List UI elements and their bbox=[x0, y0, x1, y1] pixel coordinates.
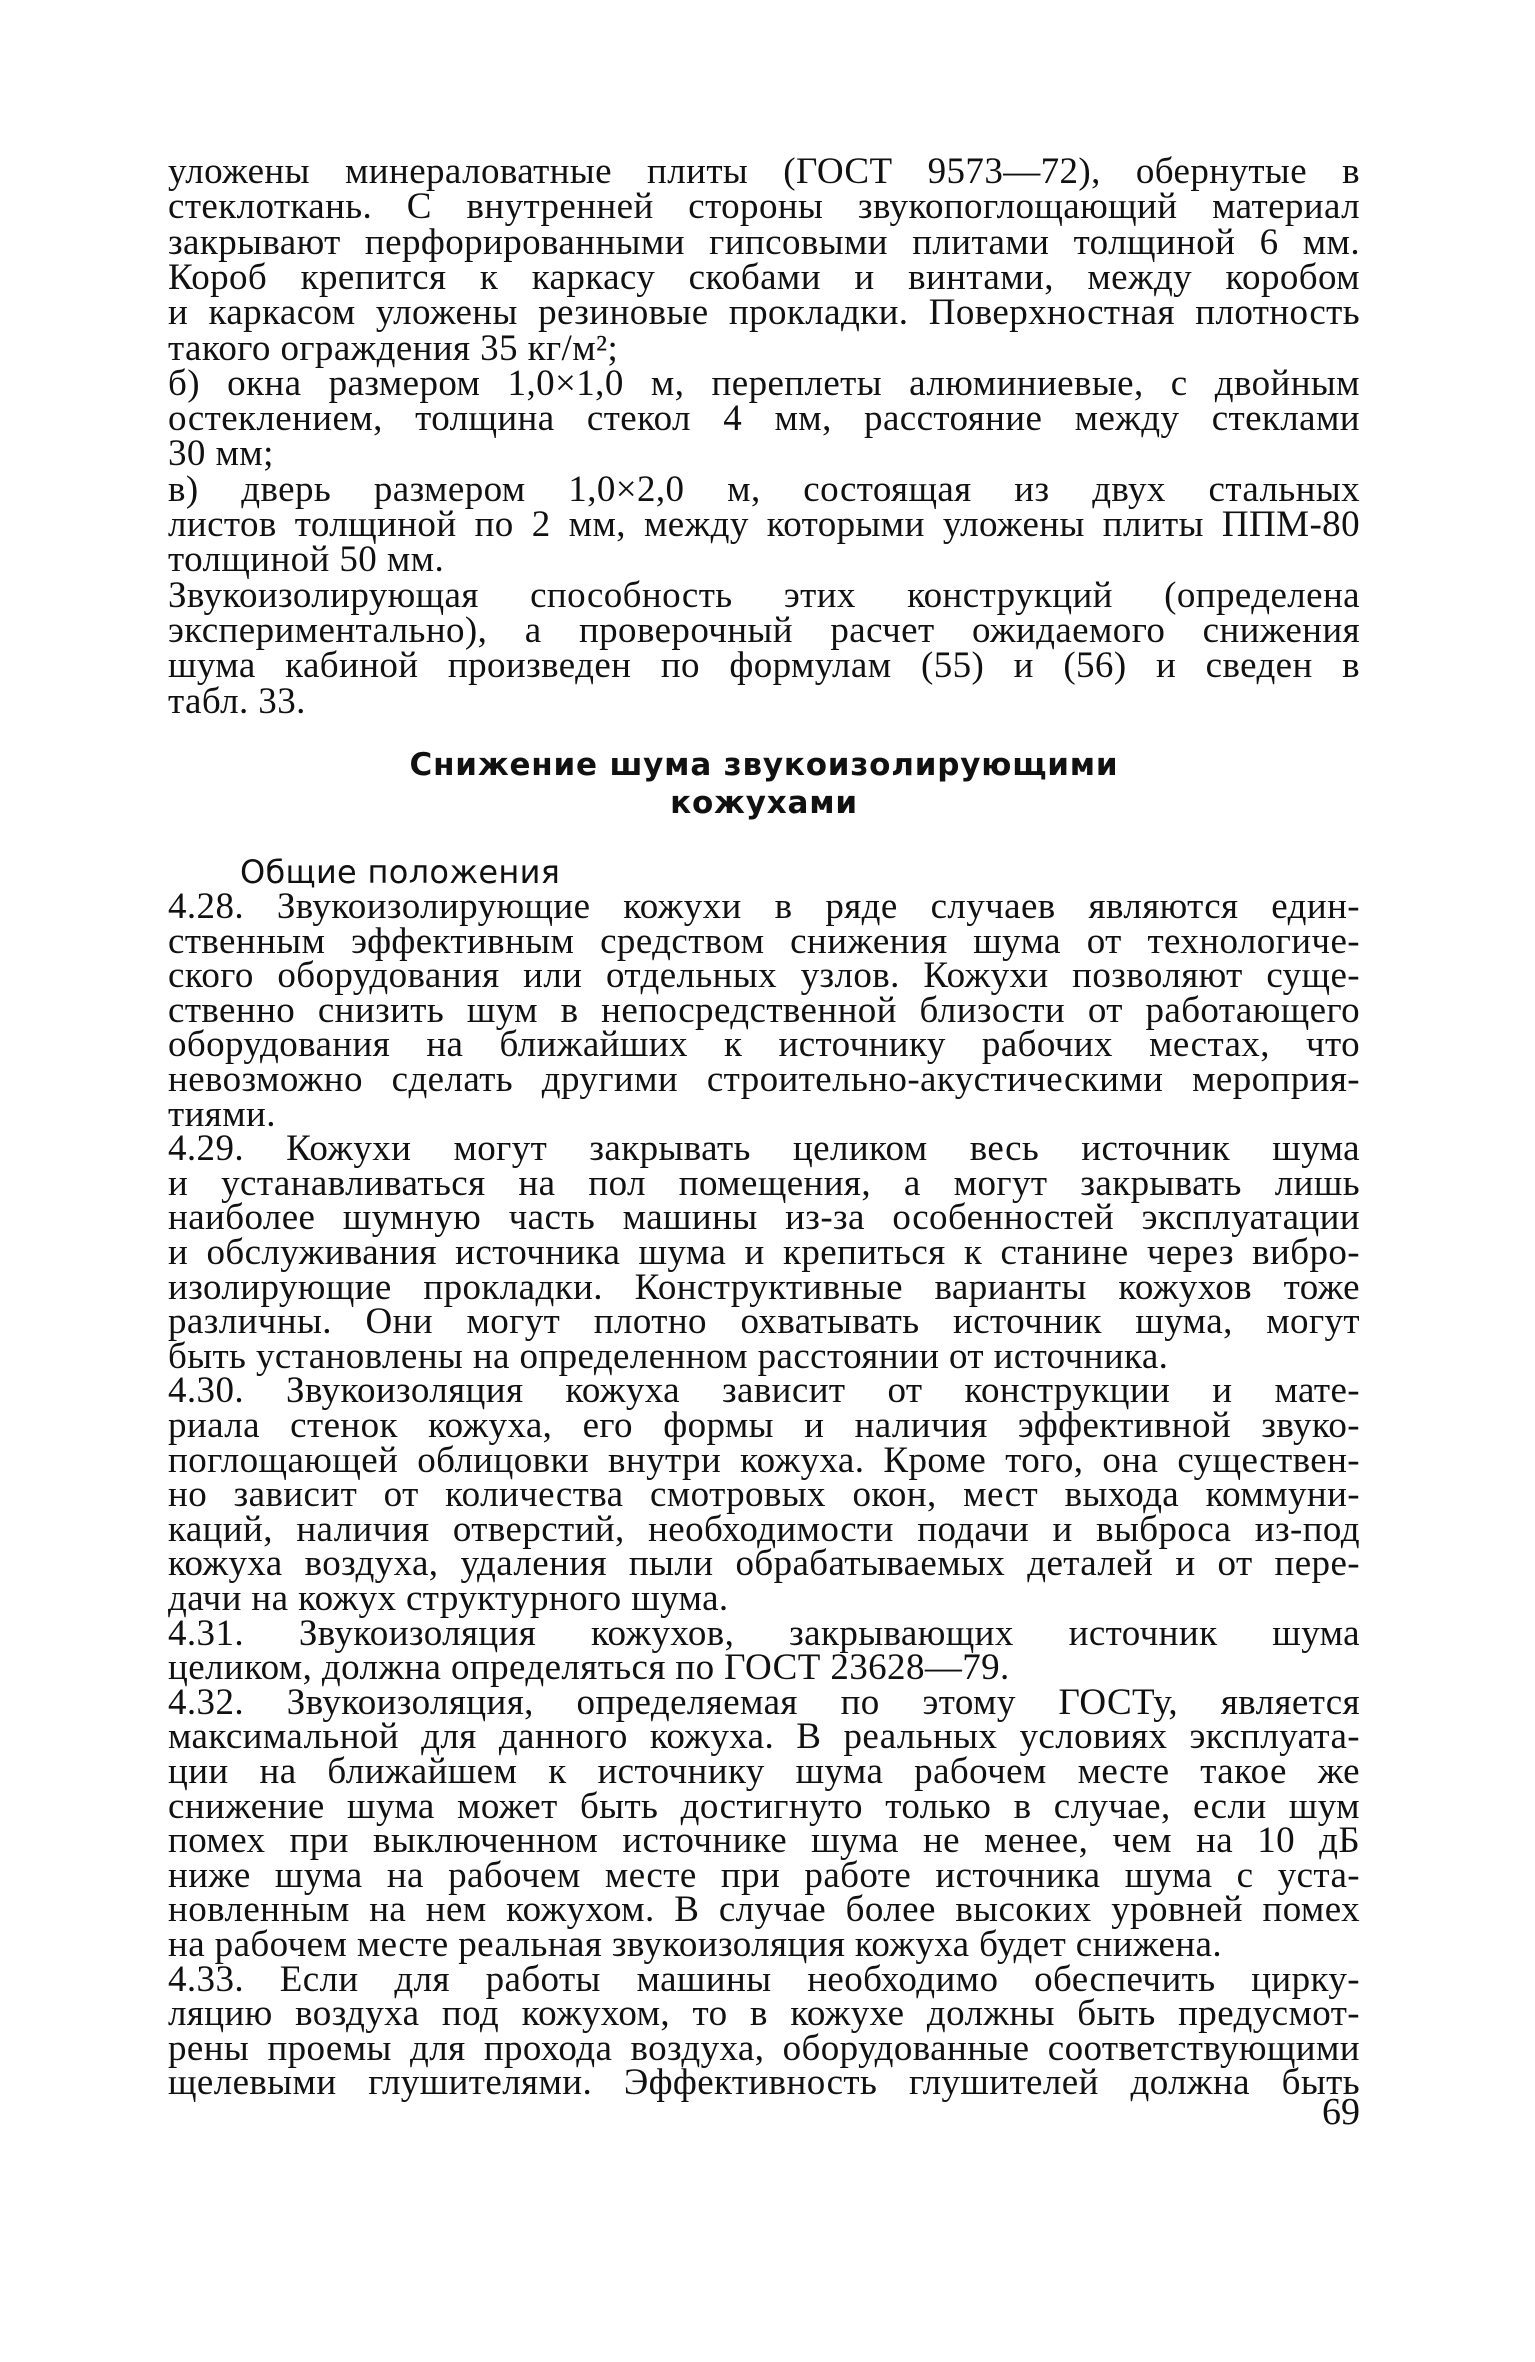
text-line: невозможно сделать другими строительно-акустическими мероприя- bbox=[168, 1059, 1360, 1100]
text-line: рены проемы для прохода воздуха, оборудованные соответствующими bbox=[168, 2027, 1360, 2069]
text-line: 4.31. Звукоизоляция кожухов, закрывающих источник шума bbox=[168, 1612, 1360, 1654]
text-line: быть установлены на определенном расстоянии от источника. bbox=[168, 1335, 1169, 1377]
text-line: ниже шума на рабочем месте при работе источника шума с уста- bbox=[168, 1854, 1360, 1896]
text-line: и устанавливаться на пол помещения, а могут закрывать лишь bbox=[168, 1162, 1360, 1204]
text-line: экспериментально), а проверочный расчет ожидаемого снижения bbox=[168, 609, 1360, 651]
text-line: помех при выключенном источнике шума не менее, чем на 10 дБ bbox=[168, 1820, 1360, 1862]
text-line: но зависит от количества смотровых окон, мест выхода коммуни- bbox=[168, 1474, 1360, 1516]
text-line: щелевыми глушителями. Эффективность глушителей должна быть bbox=[168, 2062, 1360, 2104]
text-line: оборудования на ближайших к источнику рабочих местах, что bbox=[168, 1024, 1360, 1066]
text-line: листов толщиной по 2 мм, между которыми уложены плиты ППМ-80 bbox=[168, 504, 1360, 545]
text-line: ского оборудования или отдельных узлов. Кожухи позволяют суще- bbox=[168, 955, 1360, 997]
text-line: кожуха воздуха, удаления пыли обрабатываемых деталей и от пере- bbox=[168, 1543, 1360, 1585]
text-line: каций, наличия отверстий, необходимости подачи и выброса из-под bbox=[168, 1508, 1360, 1550]
text-line: уложены минераловатные плиты (ГОСТ 9573—72), обернутые в bbox=[168, 151, 1360, 192]
text-line: шума кабиной произведен по формулам (55) и (56) и сведен в bbox=[168, 645, 1360, 687]
text-line: 4.30. Звукоизоляция кожуха зависит от конструкции и мате- bbox=[168, 1370, 1360, 1412]
text-line: максимальной для данного кожуха. В реальных условиях эксплуата- bbox=[168, 1716, 1360, 1758]
text-line: и обслуживания источника шума и крепиться к станине через вибро- bbox=[168, 1232, 1360, 1273]
text-line: 4.33. Если для работы машины необходимо обеспечить цирку- bbox=[168, 1958, 1360, 2000]
text-line: 4.32. Звукоизоляция, определяемая по этому ГОСТу, является bbox=[168, 1681, 1360, 1723]
text-line: остеклением, толщина стекол 4 мм, расстояние между стеклами bbox=[168, 398, 1360, 440]
text-line: и каркасом уложены резиновые прокладки. Поверхностная плотность bbox=[168, 292, 1360, 334]
text-line: дачи на кожух структурного шума. bbox=[168, 1578, 729, 1619]
section-heading-line-1: Снижение шума звукоизолирующими bbox=[409, 747, 1119, 783]
text-line: ственным эффективным средством снижения шума от технологиче- bbox=[168, 920, 1360, 962]
text-line: б) окна размером 1,0×1,0 м, переплеты алюминиевые, с двойным bbox=[168, 362, 1360, 404]
text-line: тиями. bbox=[168, 1093, 276, 1135]
text-line: стеклоткань. С внутренней стороны звукопоглощающий материал bbox=[168, 186, 1360, 228]
text-line: поглощающей облицовки внутри кожуха. Кроме того, она существен- bbox=[168, 1439, 1360, 1481]
text-line: табл. 33. bbox=[168, 680, 306, 722]
text-line: Короб крепится к каркасу скобами и винтами, между коробом bbox=[168, 256, 1360, 298]
text-line: 30 мм; bbox=[168, 433, 274, 475]
text-line: целиком, должна определяться по ГОСТ 23628—79. bbox=[168, 1647, 1010, 1689]
section-heading-line-2: кожухами bbox=[670, 785, 858, 821]
text-line: наиболее шумную часть машины из-за особенностей эксплуатации bbox=[168, 1197, 1360, 1239]
text-line: различны. Они могут плотно охватывать источник шума, могут bbox=[168, 1301, 1360, 1343]
subsection-heading: Общие положения bbox=[240, 853, 561, 891]
text-line: снижение шума может быть достигнуто только в случае, если шум bbox=[168, 1785, 1360, 1827]
text-line: 4.28. Звукоизолирующие кожухи в ряде случаев являются един- bbox=[168, 886, 1360, 927]
text-line: Звукоизолирующая способность этих конструкций (определена bbox=[168, 574, 1360, 616]
text-line: закрывают перфорированными гипсовыми плитами толщиной 6 мм. bbox=[168, 221, 1360, 263]
text-line: риала стенок кожуха, его формы и наличия эффективной звуко- bbox=[168, 1405, 1360, 1446]
text-line: такого ограждения 35 кг/м²; bbox=[168, 327, 619, 369]
text-line: изолирующие прокладки. Конструктивные варианты кожухов тоже bbox=[168, 1266, 1360, 1308]
text-line: новленным на нем кожухом. В случае более высоких уровней помех bbox=[168, 1889, 1360, 1931]
page-number: 69 bbox=[1322, 2091, 1360, 2133]
text-line: толщиной 50 мм. bbox=[168, 539, 445, 581]
text-line: ственно снизить шум в непосредственной близости от работающего bbox=[168, 989, 1360, 1031]
text-line: в) дверь размером 1,0×2,0 м, состоящая из двух стальных bbox=[168, 468, 1360, 510]
text-line: ляцию воздуха под кожухом, то в кожухе должны быть предусмот- bbox=[168, 1993, 1360, 2035]
text-line: 4.29. Кожухи могут закрывать целиком весь источник шума bbox=[168, 1128, 1360, 1170]
text-line: ции на ближайшем к источнику шума рабочем месте такое же bbox=[168, 1751, 1360, 1792]
text-line: на рабочем месте реальная звукоизоляция кожуха будет снижена. bbox=[168, 1924, 1222, 1965]
